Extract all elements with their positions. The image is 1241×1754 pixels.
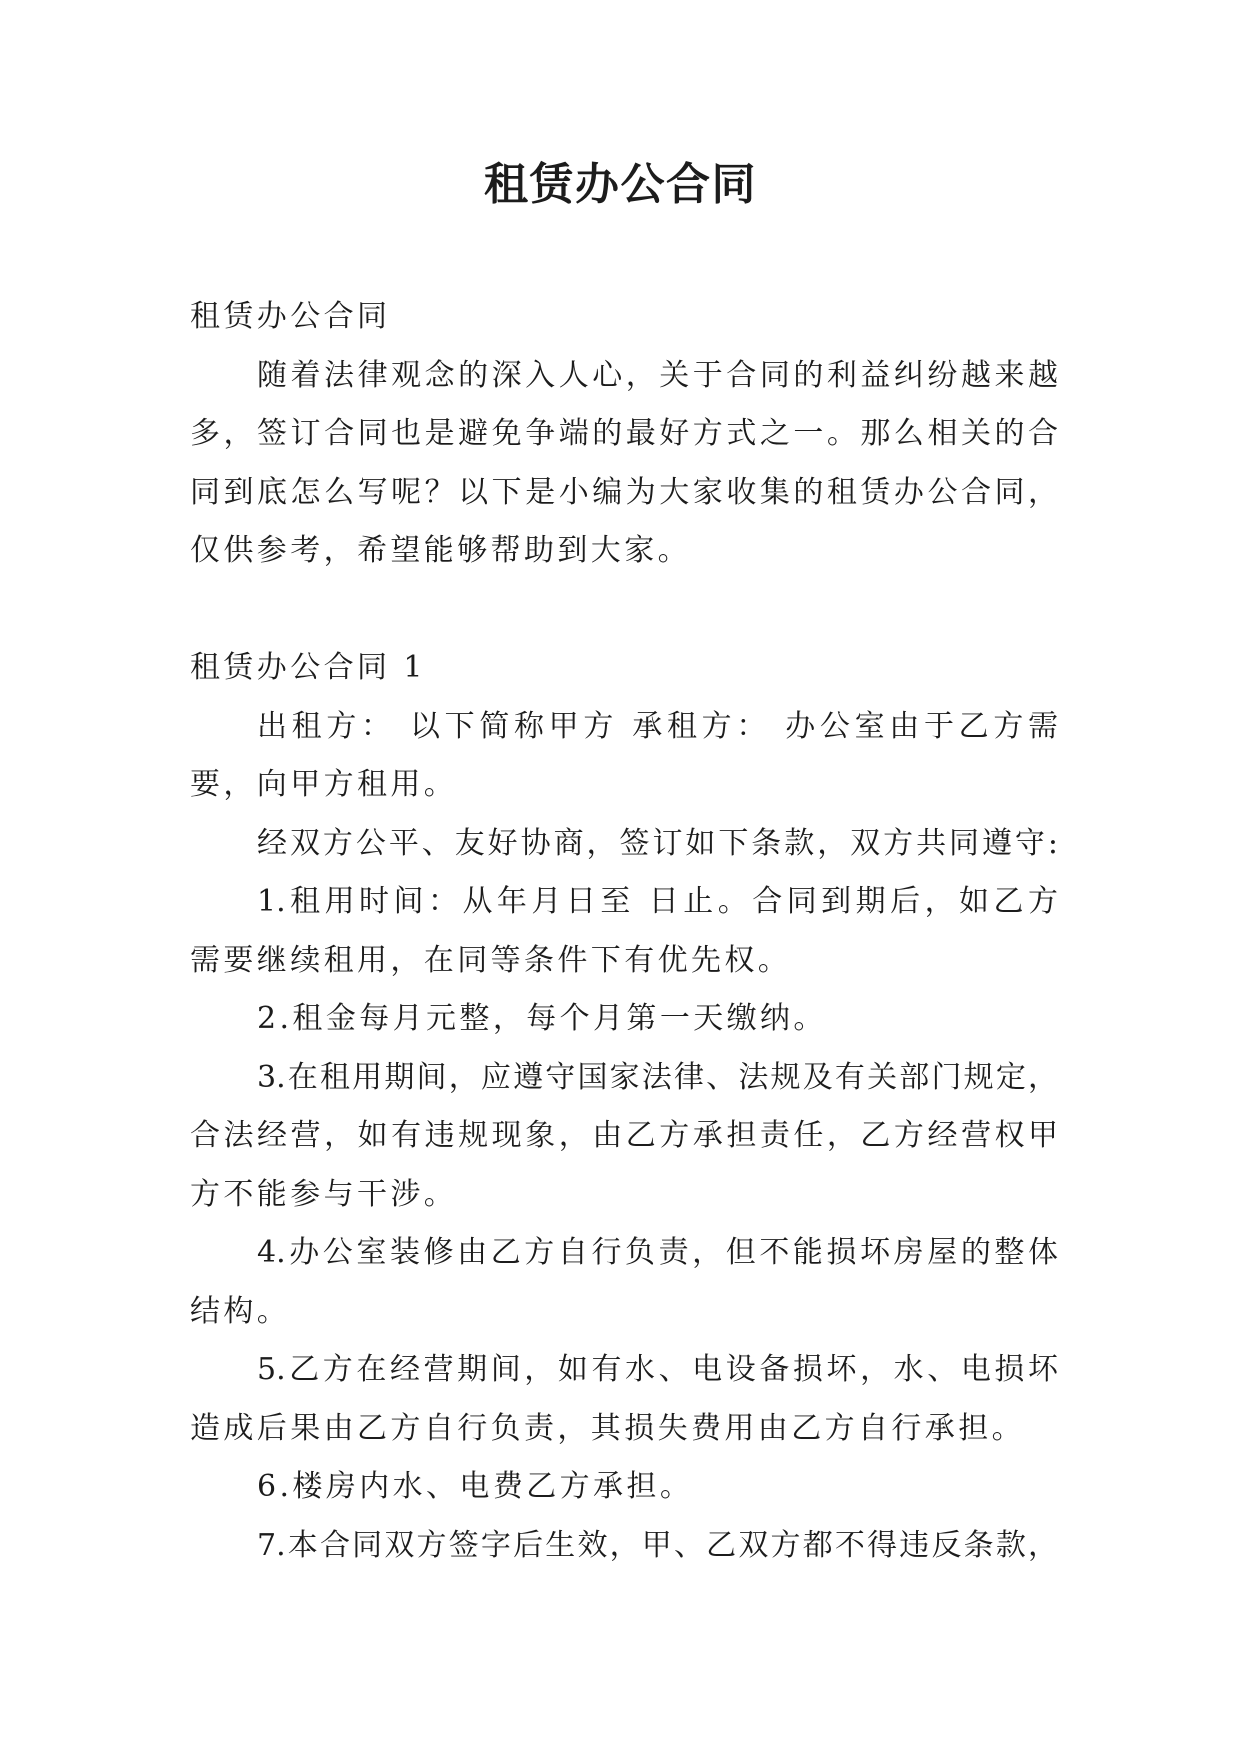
paragraph-line: 同到底怎么写呢？以下是小编为大家收集的租赁办公合同， xyxy=(190,474,1058,510)
clause-line: 合法经营，如有违规现象，由乙方承担责任，乙方经营权甲 xyxy=(190,1118,1058,1153)
paragraph-line: 经双方公平、友好协商，签订如下条款，双方共同遵守: xyxy=(257,825,1058,861)
paragraph-line: 多，签订合同也是避免争端的最好方式之一。那么相关的合 xyxy=(190,416,1058,451)
clause-line: 7.本合同双方签字后生效，甲、乙双方都不得违反条款， xyxy=(257,1527,1058,1563)
clause-line: 需要继续租用，在同等条件下有优先权。 xyxy=(190,942,792,978)
document-body xyxy=(190,288,1058,1575)
clause-line: 5.乙方在经营期间，如有水、电设备损坏，水、电损坏 xyxy=(257,1352,1058,1387)
document-title: 租赁办公合同 xyxy=(484,159,757,210)
paragraph-line: 要，向甲方租用。 xyxy=(190,767,458,802)
paragraph-line: 仅供参考，希望能够帮助到大家。 xyxy=(190,533,691,568)
paragraph-line: 出租方： 以下简称甲方 承租方： 办公室由于乙方需 xyxy=(257,708,1058,744)
clause-line: 6.楼房内水、电费乙方承担。 xyxy=(257,1469,694,1504)
clause-line: 2.租金每月元整，每个月第一天缴纳。 xyxy=(257,1001,827,1036)
clause-line: 1.租用时间：从年月日至 日止。合同到期后，如乙方 xyxy=(257,884,1058,919)
clause-line: 结构。 xyxy=(190,1293,291,1329)
clause-line: 4.办公室装修由乙方自行负责，但不能损坏房屋的整体 xyxy=(257,1235,1058,1270)
clause-line: 3.在租用期间，应遵守国家法律、法规及有关部门规定， xyxy=(257,1059,1058,1095)
clause-line: 造成后果由乙方自行负责，其损失费用由乙方自行承担。 xyxy=(190,1410,1025,1446)
intro-heading: 租赁办公合同 xyxy=(190,299,391,334)
blank-line xyxy=(190,581,1058,640)
clause-line: 方不能参与干涉。 xyxy=(190,1176,458,1212)
paragraph-line: 随着法律观念的深入人心，关于合同的利益纠纷越来越 xyxy=(257,357,1058,393)
section-heading: 租赁办公合同 1 xyxy=(190,650,426,685)
